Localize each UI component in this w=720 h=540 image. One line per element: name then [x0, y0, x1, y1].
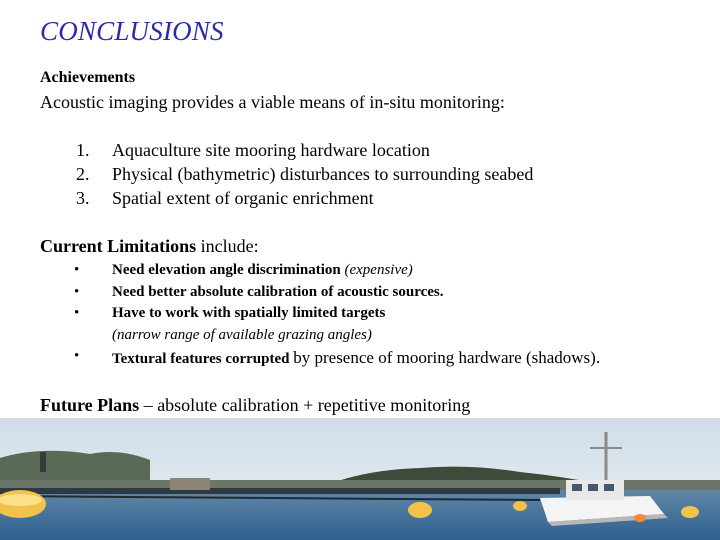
slide-title: CONCLUSIONS — [40, 16, 224, 46]
list-item-note: (expensive) — [344, 262, 413, 278]
buoy — [681, 506, 699, 518]
limitations-heading-bold: Current Limitations — [40, 236, 197, 256]
bullet-icon: • — [74, 284, 80, 300]
boat-window — [604, 484, 614, 491]
pen-structure — [0, 488, 560, 494]
achievements-intro: Acoustic imaging provides a viable means of in-situ monitoring: — [40, 92, 505, 112]
list-item-text: Textural features corrupted — [112, 351, 294, 367]
list-item-text: Physical (bathymetric) disturbances to surrounding seabed — [112, 164, 534, 184]
photo-scene — [0, 418, 720, 540]
list-item-subnote: (narrow range of available grazing angles) — [112, 327, 372, 343]
pen-shed — [170, 478, 210, 490]
list-item-number: 1. — [76, 140, 90, 160]
list-item-text-rest: by presence of mooring hardware (shadows). — [293, 348, 601, 367]
aquaculture-site-photo — [0, 418, 720, 540]
bullet-icon: • — [74, 348, 80, 364]
list-item-text: Need better absolute calibration of acoustic sources. — [112, 284, 444, 300]
tower — [40, 452, 46, 472]
future-plans — [40, 395, 470, 416]
limitations-heading-rest: include: — [196, 236, 259, 256]
list-item-text: Spatial extent of organic enrichment — [112, 188, 374, 208]
list-item-number: 3. — [76, 188, 90, 208]
future-plans-heading: Future Plans — [40, 395, 140, 415]
list-item-text: Need elevation angle discrimination — [112, 262, 345, 278]
buoy — [513, 501, 527, 511]
limitations-heading — [40, 236, 259, 257]
bullet-icon: • — [74, 305, 80, 321]
buoy — [408, 502, 432, 518]
boat-window — [572, 484, 582, 491]
bullet-icon: • — [74, 262, 80, 278]
boat-window — [588, 484, 598, 491]
buoy-highlight — [0, 494, 42, 506]
future-plans-text: – absolute calibration + repetitive monitoring — [139, 395, 471, 415]
achievements-heading: Achievements — [40, 69, 136, 86]
list-item-text: Have to work with spatially limited targets — [112, 305, 386, 321]
boat-buoy — [634, 514, 646, 522]
list-item-number: 2. — [76, 164, 90, 184]
list-item-text: Aquaculture site mooring hardware location — [112, 140, 430, 160]
